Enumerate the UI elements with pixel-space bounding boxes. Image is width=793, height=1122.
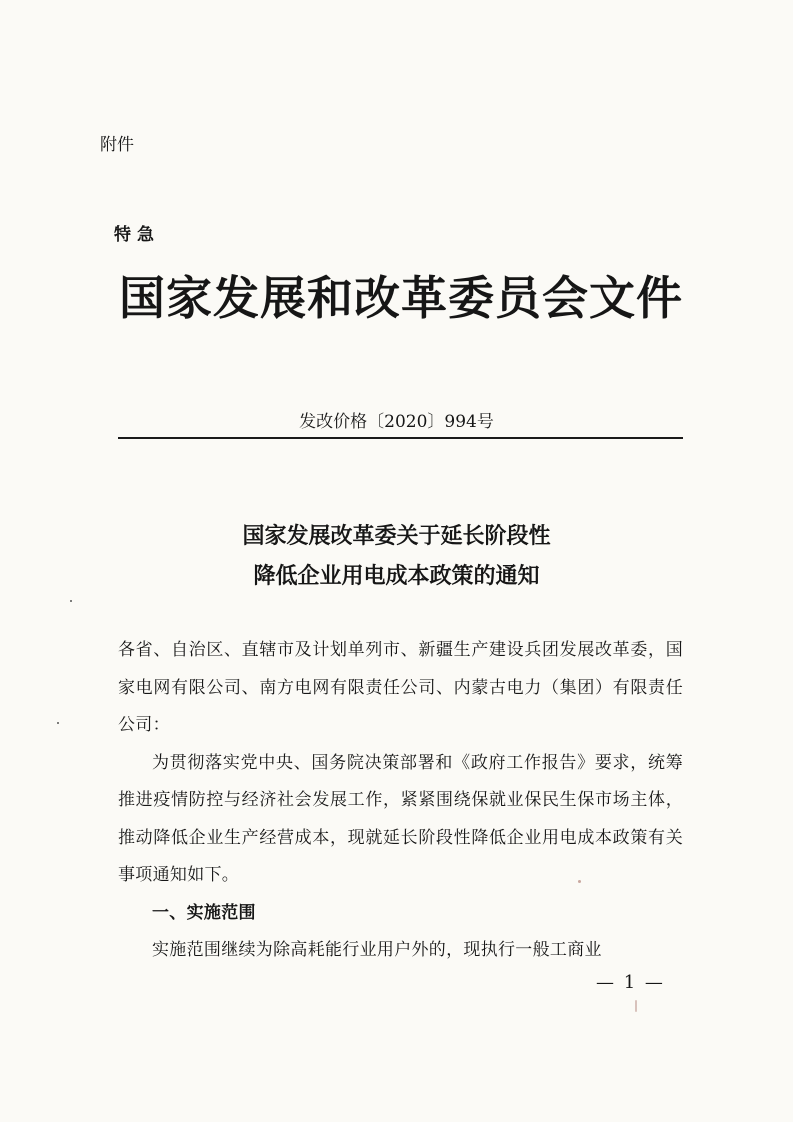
- document-number: 发改价格〔2020〕994号: [299, 412, 494, 432]
- title-line-1: 国家发展改革委关于延长阶段性: [242, 523, 551, 549]
- document-body: [118, 632, 683, 970]
- title-line-2: 降低企业用电成本政策的通知: [253, 563, 540, 589]
- scan-speck: [57, 722, 59, 724]
- scan-speck: [578, 880, 581, 883]
- document-title: [0, 516, 793, 596]
- section-heading: 一、实施范围: [152, 902, 256, 923]
- scan-speck: [70, 600, 72, 602]
- issuer-header: 国家发展和改革委员会文件: [119, 271, 683, 325]
- recipients: 各省、自治区、直辖市及计划单列市、新疆生产建设兵团发展改革委，国家电网有限公司、南方电网有限责任公司、内蒙古电力（集团）有限责任公司：: [118, 640, 683, 735]
- attachment-label: 附件: [100, 135, 134, 155]
- page-number: — 1 —: [596, 972, 665, 993]
- header-rule: [118, 437, 683, 439]
- intro-paragraph: 为贯彻落实党中央、国务院决策部署和《政府工作报告》要求，统筹推进疫情防控与经济社会发展工作，紧紧围绕保就业保民生保市场主体，推动降低企业生产经营成本，现就延长阶段性降低企业用电成本政策有关事项通知如下。: [118, 752, 683, 885]
- urgency-mark: 特急: [114, 225, 160, 245]
- section-text: 实施范围继续为除高耗能行业用户外的，现执行一般工商业: [152, 940, 602, 960]
- scan-speck: [635, 1000, 637, 1012]
